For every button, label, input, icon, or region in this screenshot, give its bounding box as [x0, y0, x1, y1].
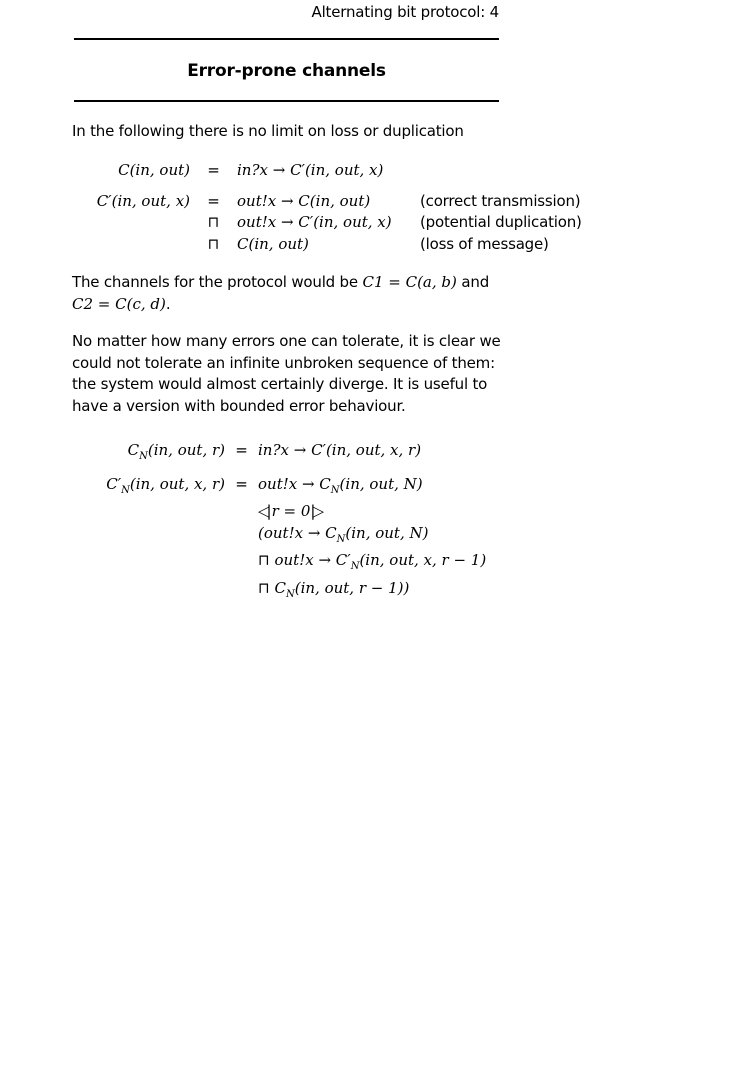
formula-row	[72, 212, 582, 234]
divider-top	[74, 38, 499, 40]
internal-choice-operator: ⊓	[207, 213, 220, 231]
equals-operator: =	[207, 161, 220, 179]
formula-lhs	[72, 523, 225, 551]
formula-row	[72, 474, 486, 502]
formula-lhs	[72, 578, 225, 606]
formula-rhs: out!x → C′(in, out, x)	[237, 213, 392, 231]
formula-row	[72, 160, 582, 182]
formula-row	[72, 550, 486, 578]
intro-paragraph: In the following there is no limit on loss or duplication	[72, 122, 464, 140]
formula-operator	[225, 550, 258, 578]
formula-row	[72, 501, 486, 523]
formula-lhs	[72, 212, 190, 234]
formula-comment: (potential duplication)	[420, 213, 582, 231]
paragraph-line: The channels for the protocol would be C1 = C(a, b) and	[72, 273, 490, 291]
formula-row	[72, 234, 582, 256]
formula-lhs	[72, 501, 225, 523]
formula-row	[72, 523, 486, 551]
paragraph-line: could not tolerate an infinite unbroken sequence of them:	[72, 353, 495, 372]
slide-title: Error-prone channels	[187, 61, 386, 81]
formula-rhs: ⊓ $C_N(in$, out, r − 1))	[258, 578, 410, 600]
formula-rhs: out!x → C(in, out)	[237, 191, 371, 210]
formula-operator	[225, 523, 258, 551]
formula-rhs: ($out!x \to C_N(in$, out, N)	[258, 523, 429, 545]
formula-rhs: $out!x \to C_N(in$, out, N)	[258, 474, 423, 496]
bounded-channel-definition-block	[72, 440, 486, 605]
page-header: Alternating bit protocol: 4	[311, 3, 499, 21]
paragraph-line: No matter how many errors one can tolerate, it is clear we	[72, 332, 501, 350]
formula-comment: (loss of message)	[420, 234, 549, 253]
conditional-guard: ◁| r = 0|▷	[258, 502, 322, 520]
equals-operator: =	[207, 191, 220, 210]
formula-lhs: C(in, out)	[118, 161, 190, 179]
paragraph-line: C2 = C(c, d).	[72, 294, 171, 313]
internal-choice-operator: ⊓	[207, 234, 220, 253]
divider-bottom	[74, 100, 499, 102]
formula-lhs	[72, 234, 190, 256]
formula-lhs: $C'_N(in$, out, x, r)	[106, 474, 225, 496]
formula-operator	[225, 501, 258, 523]
channel-definition-block	[72, 160, 582, 255]
equals-operator: =	[235, 474, 248, 493]
formula-operator	[225, 578, 258, 606]
formula-lhs	[72, 550, 225, 578]
formula-lhs: $C_N(in$, out, r)	[127, 441, 225, 462]
formula-lhs: C′(in, out, x)	[96, 191, 190, 210]
formula-row	[72, 191, 582, 213]
formula-rhs: C(in, out)	[237, 234, 309, 253]
equals-operator: =	[235, 441, 248, 459]
formula-row	[72, 440, 486, 468]
channels-paragraph	[72, 272, 489, 315]
errors-paragraph	[72, 331, 501, 417]
formula-rhs: in?x → C′(in, out, x)	[237, 161, 384, 179]
paragraph-line: the system would almost certainly diverge. It is useful to	[72, 375, 488, 393]
formula-row	[72, 578, 486, 606]
formula-comment: (correct transmission)	[420, 191, 581, 210]
formula-comment	[417, 160, 582, 182]
paragraph-line: have a version with bounded error behaviour.	[72, 396, 406, 415]
formula-rhs: in?x → C′(in, out, x, r)	[258, 441, 422, 459]
formula-rhs: ⊓ $out!x \to C'_N(in$, out, x, r − 1)	[258, 551, 487, 572]
